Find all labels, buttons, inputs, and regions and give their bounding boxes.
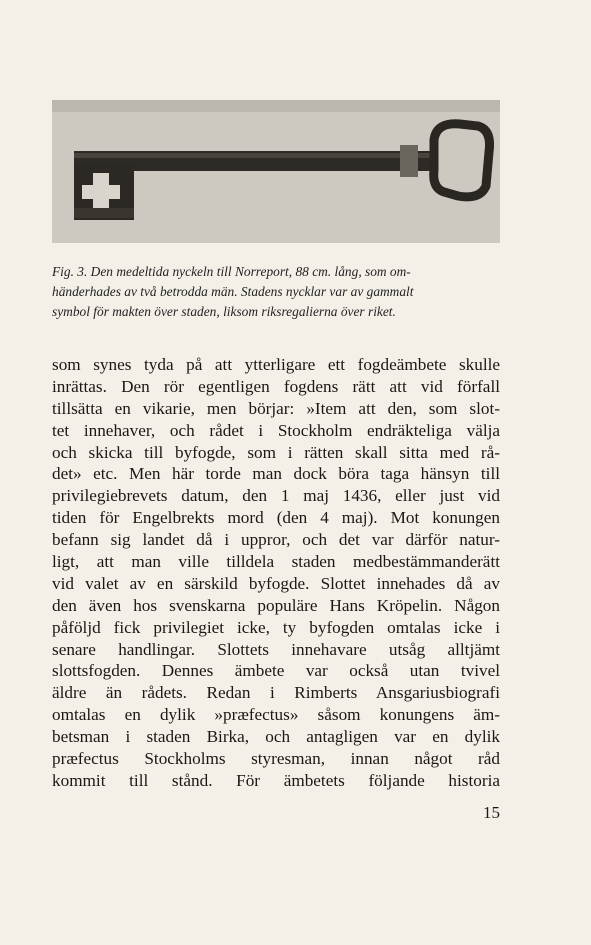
medieval-key-image (52, 100, 500, 243)
text-line: och skicka till byfogde, som i rätten skall sitta med rå- (52, 442, 500, 462)
text-line: ligt, att man ville tilldela staden medbestämmanderätt (52, 552, 500, 572)
caption-line: Fig. 3. Den medeltida nyckeln till Norreport, 88 cm. lång, som om- (52, 264, 411, 279)
figure-caption (52, 262, 508, 322)
text-line: præfectus Stockholms styresman, innan något råd (52, 749, 500, 769)
text-line: tet innehaver, och rådet i Stockholm endräkteliga välja (52, 420, 500, 440)
text-line: påföljd fick privilegiet icke, ty byfogden omtalas icke i (52, 617, 500, 637)
text-line: befann sig landet då i uppror, och det var därför natur- (52, 530, 500, 550)
text-line: betsman i staden Birka, och antagligen var en dylik (52, 727, 500, 747)
text-line: kommit till stånd. För ämbetets följande historia (52, 770, 500, 790)
text-line: den även hos svenskarna populäre Hans Kröpelin. Någon (52, 595, 500, 615)
body-text (52, 354, 500, 792)
text-line: senare handlingar. Slottets innehavare utsåg alltjämt (52, 639, 500, 659)
text-line: privilegiebrevets datum, den 1 maj 1436, eller just vid (52, 486, 500, 506)
key-photograph (52, 100, 500, 243)
caption-line: symbol för makten över staden, liksom riksregalierna över riket. (52, 304, 396, 319)
text-line: som synes tyda på att ytterligare ett fogdeämbete skulle (52, 355, 500, 374)
text-line: inrättas. Den rör egentligen fogdens rätt att vid förfall (52, 376, 500, 396)
text-line: vid valet av en särskild byfogde. Slottet innehades då av (52, 573, 500, 593)
text-line: det» etc. Men här torde man dock böra taga hänsyn till (52, 464, 500, 484)
text-line: omtalas en dylik »præfectus» såsom konungens äm- (52, 705, 500, 725)
text-line: äldre än rådets. Redan i Rimberts Ansgariusbiografi (52, 683, 500, 703)
text-line: slottsfogden. Dennes ämbete var också utan tvivel (52, 661, 500, 681)
page-number: 15 (483, 803, 500, 822)
caption-line: händerhades av två betrodda män. Stadens nycklar var av gammalt (52, 284, 414, 299)
text-line: tiden för Engelbrekts mord (den 4 maj). Mot konungen (52, 508, 500, 528)
text-line: tillsätta en vikarie, men börjar: »Item att den, som slot- (52, 398, 500, 418)
